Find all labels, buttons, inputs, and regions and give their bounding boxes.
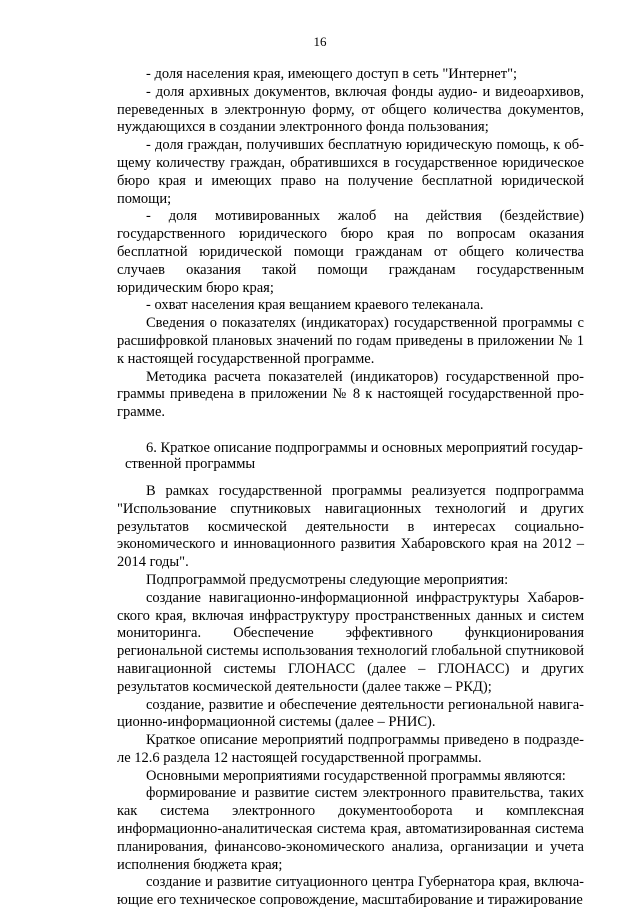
page-number: 16 (313, 34, 327, 49)
paragraph: создание и развитие ситуационного центра Губернатора края, включающие его техническое сопровождение, масштабирование и тиражирование (117, 874, 584, 909)
paragraph: - доля населения края, имеющего доступ в сеть "Интернет"; (146, 66, 518, 82)
paragraph: - доля мотивированных жалоб на действия (бездействие) государственного юридического бюро края по вопросам оказания бесплатной юридической помощи гражданам от общего количества случаев оказания такой помощи гражданам государственным юридическим бюро края; (117, 208, 584, 296)
paragraph: В рамках государственной программы реализуется подпрограмма "Использование спутниковых навигационных технологий и других результатов космической деятельности в интересах социально-экономического и инновационного развития Хабаровского края на 2012 – 2014 годы". (117, 482, 584, 571)
section-heading-line-2: ственной программы (125, 455, 256, 472)
paragraph: - доля архивных документов, включая фонды аудио- и видеоархивов, переведенных в электронную форму, от общего количества документов, нуждающихся в создании электронного фонда пользования; (117, 83, 584, 136)
paragraph: Методика расчета показателей (индикаторов) государственной программы приведена в приложении № 8 к настоящей государственной программе. (117, 368, 584, 421)
paragraph: Основными мероприятиями государственной программы являются: (146, 767, 566, 784)
paragraph: - охват населения края вещанием краевого телеканала. (146, 297, 484, 314)
paragraph: формирование и развитие систем электронного правительства, таких как система электронного документооборота и комплексная информационно-аналитическая система края, автоматизированная система планирования, финансово-экономического анализа, организации и учета исполнения бюджета края; (117, 785, 584, 873)
paragraph: создание навигационно-информационной инфраструктуры Хабаровского края, включая инфраструктуру пространственных данных и систем мониторинга. Обеспечение эффективного функционирования региональной системы использования технологий глобальной спутниковой навигационной системы ГЛОНАСС (далее – ГЛОНАСС) и других результатов космической деятельности (далее также – РКД); (117, 589, 584, 695)
paragraph: Сведения о показателях (индикаторах) государственной программы с расшифровкой плановых значений по годам приведены в приложении № 1 к настоящей государственной программе. (117, 315, 584, 367)
paragraph: Подпрограммой предусмотрены следующие мероприятия: (146, 571, 509, 588)
section-heading-line-1: 6. Краткое описание подпрограммы и основных мероприятий государ- (146, 439, 583, 456)
paragraph: - доля граждан, получивших бесплатную юридическую помощь, к общему количеству граждан, обратившихся в государственное юридическое бюро края и имеющих право на получение бесплатной юридической помощи; (117, 137, 584, 207)
document-body (117, 66, 584, 910)
section-heading (117, 440, 584, 472)
paragraph: Краткое описание мероприятий подпрограммы приведено в подразделе 12.6 раздела 12 настоящей государственной программы. (117, 732, 584, 766)
paragraph: создание, развитие и обеспечение деятельности региональной навигационно-информационной системы (далее – РНИС). (117, 696, 584, 731)
